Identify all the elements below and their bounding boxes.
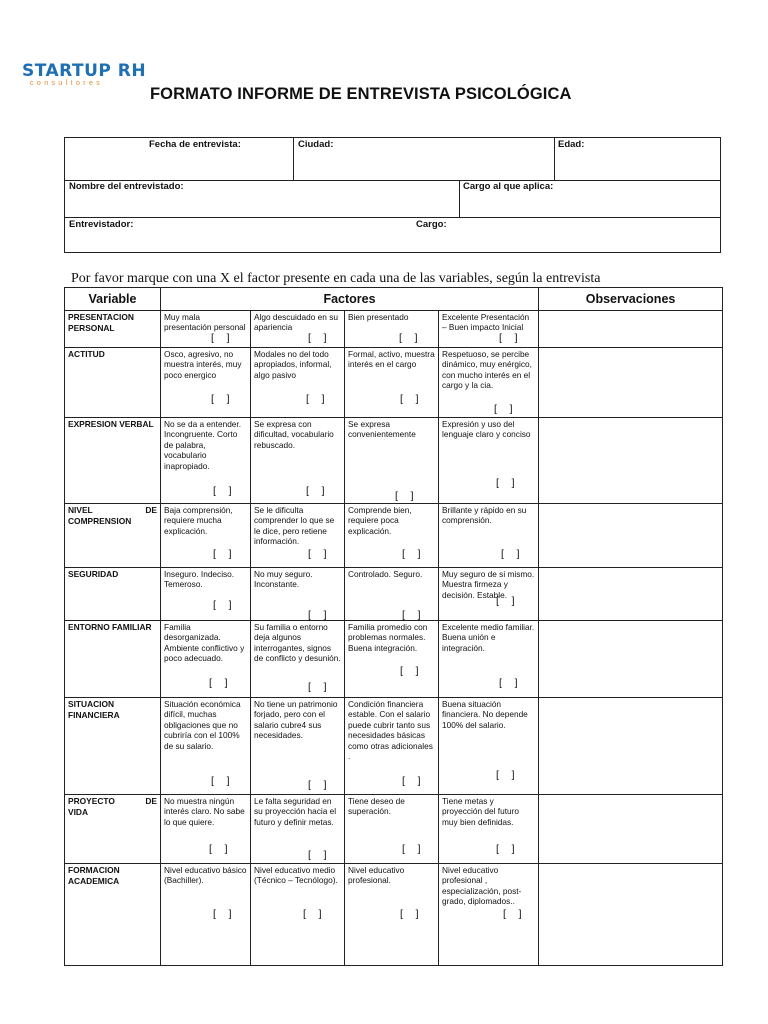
logo-brand: STARTUP RH [22,61,147,81]
factor-cell [251,864,345,966]
variable-cell [65,621,161,698]
factor-description: Nivel educativo profesional , especialización, post-grado, diplomados.. [442,865,522,907]
factor-cell [251,795,345,864]
factor-cell [251,621,345,698]
factor-description: Modales no del todo apropiados, informal, algo pasivo [254,349,332,380]
entrevistador-label: Entrevistador: [69,219,134,230]
factor-cell [439,621,539,698]
factor-checkbox[interactable]: [ ] [395,490,415,502]
factor-cell [345,698,439,795]
variable-label-part: DE [145,505,157,515]
factor-cell [161,504,251,568]
variable-label: PRESENTACION PERSONAL [68,312,134,333]
factor-description: No tiene un patrimonio forjado, pero con el salario cubre4 sus necesidades. [254,699,338,741]
factor-checkbox[interactable]: [ ] [402,843,422,855]
factor-description: Familia desorganizada. Ambiente conflictivo y poco adecuado. [164,622,245,664]
factor-checkbox[interactable]: [ ] [496,843,516,855]
factor-checkbox[interactable]: [ ] [501,548,521,560]
factor-checkbox[interactable]: [ ] [503,908,523,920]
factor-cell [439,418,539,504]
variable-cell [65,348,161,418]
factor-cell [161,864,251,966]
factor-checkbox[interactable]: [ ] [402,775,422,787]
factor-description: Muy mala presentación personal [164,312,246,333]
factor-cell [439,311,539,348]
factor-description: Se expresa convenientemente [348,419,416,440]
factor-checkbox[interactable]: [ ] [211,393,231,405]
factor-description: Respetuoso, se percibe dinámico, muy enérgico, con mucho interés en el cargo y la cia. [442,349,532,391]
cargo-label: Cargo: [416,219,447,230]
factor-cell [345,504,439,568]
variable-cell [65,568,161,621]
factor-checkbox[interactable]: [ ] [400,393,420,405]
factor-checkbox[interactable]: [ ] [213,599,233,611]
factor-cell [439,504,539,568]
factor-checkbox[interactable]: [ ] [213,485,233,497]
factor-description: Formal, activo, muestra interés en el cargo [348,349,435,370]
header-observaciones: Observaciones [539,288,723,311]
variable-cell [65,504,161,568]
factor-cell [345,864,439,966]
factor-description: No se da a entender. Incongruente. Corto de palabra, vocabulario inapropiado. [164,419,242,471]
factor-checkbox[interactable]: [ ] [213,908,233,920]
company-logo [22,61,147,88]
variable-label: ENTORNO FAMILIAR [68,622,152,632]
factor-checkbox[interactable]: [ ] [308,548,328,560]
factor-checkbox[interactable]: [ ] [499,677,519,689]
factor-checkbox[interactable]: [ ] [209,843,229,855]
factor-description: Osco, agresivo, no muestra interés, muy poco energico [164,349,242,380]
factor-cell [161,568,251,621]
variable-label-part: PROYECTO [68,796,115,806]
table-row [65,698,723,795]
factor-checkbox[interactable]: [ ] [308,779,328,791]
variable-label: FORMACION ACADEMICA [68,865,120,886]
variable-cell [65,864,161,966]
factor-description: Controlado. Seguro. [348,569,423,579]
factor-cell [345,795,439,864]
factor-checkbox[interactable]: [ ] [494,403,514,415]
factor-checkbox[interactable]: [ ] [308,609,328,621]
factor-checkbox[interactable]: [ ] [213,548,233,560]
table-row [65,418,723,504]
fecha-label: Fecha de entrevista: [149,139,241,150]
factor-description: Baja comprensión, requiere mucha explicación. [164,505,233,536]
variable-label-split [68,505,157,516]
factor-description: Comprende bien, requiere poca explicación. [348,505,412,536]
factor-description: Inseguro. Indeciso. Temeroso. [164,569,235,590]
table-row [65,504,723,568]
factor-description: Nivel educativo básico (Bachiller). [164,865,247,886]
factor-checkbox[interactable]: [ ] [402,609,422,621]
observaciones-cell[interactable] [539,504,723,568]
factor-description: Buena situación financiera. No depende 100% del salario. [442,699,528,730]
factor-checkbox[interactable]: [ ] [308,681,328,693]
factor-cell [251,568,345,621]
variable-cell [65,698,161,795]
factor-checkbox[interactable]: [ ] [306,393,326,405]
variable-cell [65,418,161,504]
table-row [65,864,723,966]
factor-description: Su familia o entorno deja algunos interrogantes, signos de conflicto y desunión. [254,622,341,664]
table-row [65,311,723,348]
table-row [65,348,723,418]
factor-cell [161,311,251,348]
factor-checkbox[interactable]: [ ] [402,548,422,560]
edad-label: Edad: [558,139,585,150]
observaciones-cell[interactable] [539,621,723,698]
factor-checkbox[interactable]: [ ] [303,908,323,920]
header-variable: Variable [65,288,161,311]
observaciones-cell[interactable] [539,795,723,864]
factor-description: Le falta seguridad en su proyección hacia el futuro y definir metas. [254,796,337,827]
table-row [65,795,723,864]
observaciones-cell[interactable] [539,418,723,504]
observaciones-cell[interactable] [539,311,723,348]
variable-label: SITUACION FINANCIERA [68,699,120,720]
factor-cell [161,621,251,698]
variable-cell [65,795,161,864]
instruction-text: Por favor marque con una X el factor presente en cada una de las variables, según la entrevista [71,271,601,286]
observaciones-cell[interactable] [539,864,723,966]
factor-description: Tiene metas y proyección del futuro muy bien definidas. [442,796,520,827]
factor-cell [251,698,345,795]
variable-cell [65,311,161,348]
factor-description: Familia promedio con problemas normales. Buena integración. [348,622,428,653]
factor-description: Bien presentado [348,312,409,322]
factor-cell [345,418,439,504]
table-header-row [65,288,723,311]
interview-info-box [64,137,721,253]
factor-description: Nivel educativo medio (Técnico – Tecnólogo). [254,865,338,886]
observaciones-cell[interactable] [539,568,723,621]
factor-checkbox[interactable]: [ ] [211,775,231,787]
factor-checkbox[interactable]: [ ] [400,908,420,920]
factor-description: Brillante y rápido en su comprensión. [442,505,527,526]
ciudad-label: Ciudad: [298,139,334,150]
factor-cell [345,348,439,418]
factor-checkbox[interactable]: [ ] [209,677,229,689]
variable-label-part: NIVEL [68,505,93,515]
factor-checkbox[interactable]: [ ] [211,332,231,344]
factor-description: Excelente Presentación – Buen impacto Inicial [442,312,530,333]
variable-label-part: DE [145,796,157,806]
factor-checkbox[interactable]: [ ] [308,849,328,861]
factor-cell [251,311,345,348]
variable-label: VIDA [68,806,89,817]
variable-label: COMPRENSION [68,515,132,526]
variable-label-split [68,796,157,807]
factor-cell [161,418,251,504]
factor-cell [439,698,539,795]
factor-description: Nivel educativo profesional. [348,865,405,886]
factor-description: Expresión y uso del lenguaje claro y conciso [442,419,531,440]
factor-checkbox[interactable]: [ ] [496,595,516,607]
variable-label: EXPRESION VERBAL [68,419,154,429]
factor-description: Se le dificulta comprender lo que se le dice, pero retiene información. [254,505,335,547]
observaciones-cell[interactable] [539,348,723,418]
factor-description: Algo descuidado en su apariencia [254,312,338,333]
nombre-label: Nombre del entrevistado: [69,181,184,192]
factor-cell [161,698,251,795]
table-row [65,568,723,621]
factor-description: Se expresa con dificultad, vocabulario rebuscado. [254,419,334,450]
factor-checkbox[interactable]: [ ] [496,477,516,489]
factor-checkbox[interactable]: [ ] [499,332,519,344]
factor-checkbox[interactable]: [ ] [496,769,516,781]
factor-description: Excelente medio familiar. Buena unión e integración. [442,622,535,653]
factor-cell [439,568,539,621]
variable-label: ACTITUD [68,349,105,359]
factor-checkbox[interactable]: [ ] [306,485,326,497]
evaluation-table [64,287,723,966]
factor-checkbox[interactable]: [ ] [308,332,328,344]
factor-cell [161,795,251,864]
factor-cell [439,795,539,864]
header-factores: Factores [161,288,539,311]
factor-description: Situación económica difícil, muchas obligaciones que no cubriría con el 100% de su salario. [164,699,241,751]
factor-description: No muestra ningún interés claro. No sabe lo que quiere. [164,796,245,827]
factor-cell [251,348,345,418]
factor-description: Condición financiera estable. Con el salario puede cubrir tanto sus necesidades básicas como otras adicionales . [348,699,433,762]
factor-cell [345,568,439,621]
factor-checkbox[interactable]: [ ] [399,332,419,344]
factor-description: Tiene deseo de superación. [348,796,405,817]
variable-label: SEGURIDAD [68,569,119,579]
factor-cell [439,348,539,418]
observaciones-cell[interactable] [539,698,723,795]
factor-checkbox[interactable]: [ ] [400,665,420,677]
factor-cell [345,311,439,348]
factor-description: Muy seguro de si mismo. Muestra firmeza y decisión. Estable. [442,569,535,600]
factor-description: No muy seguro. Inconstante. [254,569,313,590]
factor-cell [251,504,345,568]
factor-cell [439,864,539,966]
logo-subtitle: consultores [30,80,104,87]
document-title: FORMATO INFORME DE ENTREVISTA PSICOLÓGICA [150,85,572,103]
cargo-aplica-label: Cargo al que aplica: [463,181,554,192]
table-row [65,621,723,698]
factor-cell [251,418,345,504]
factor-cell [345,621,439,698]
factor-cell [161,348,251,418]
